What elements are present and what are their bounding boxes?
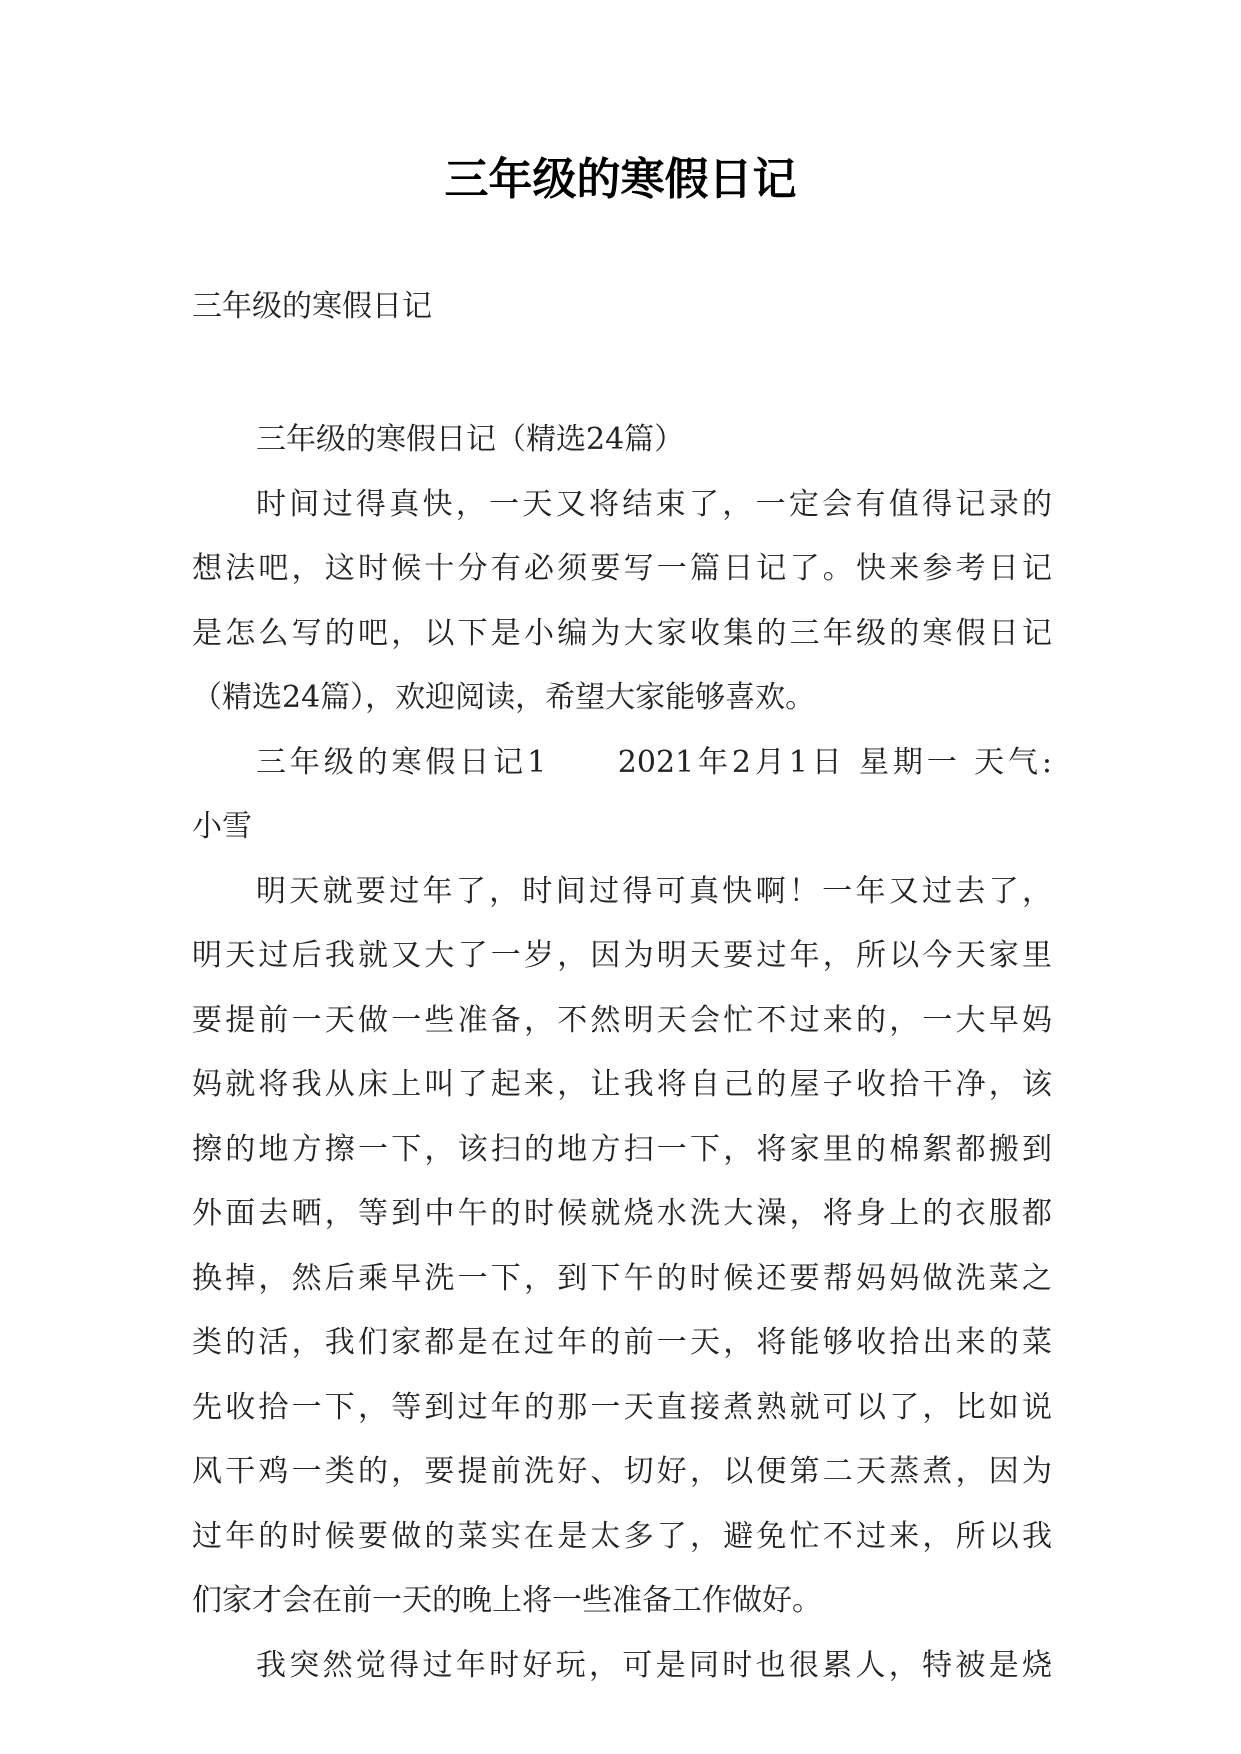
text-line: （精选24篇），欢迎阅读，希望大家能够喜欢。 xyxy=(192,680,816,715)
document-subtitle: 三年级的寒假日记 xyxy=(192,289,432,324)
paragraph-heading: 三年级的寒假日记（精选24篇） xyxy=(256,422,685,457)
text-line: 风干鸡一类的，要提前洗好、切好，以便第二天蒸煮，因为 xyxy=(192,1454,1052,1489)
text-line: 我突然觉得过年时好玩，可是同时也很累人，特被是烧 xyxy=(256,1647,1052,1683)
text-line: 类的活，我们家都是在过年的前一天，将能够收拾出来的菜 xyxy=(192,1325,1052,1360)
text-line: 想法吧，这时候十分有必须要写一篇日记了。快来参考日记 xyxy=(192,551,1052,586)
document-body xyxy=(192,408,1052,1698)
text-line: 是怎么写的吧，以下是小编为大家收集的三年级的寒假日记 xyxy=(192,615,1052,651)
document-title: 三年级的寒假日记 xyxy=(444,154,797,205)
text-line: 妈就将我从床上叫了起来，让我将自己的屋子收拾干净，该 xyxy=(192,1067,1052,1102)
text-line: 要提前一天做一些准备，不然明天会忙不过来的，一大早妈 xyxy=(192,1002,1052,1038)
text-line: 先收拾一下，等到过年的那一天直接煮熟就可以了，比如说 xyxy=(192,1389,1052,1425)
diary-entry-heading: 三年级的寒假日记1 2021年2月1日 星期一 天气: xyxy=(256,744,1052,780)
text-line: 们家才会在前一天的晚上将一些准备工作做好。 xyxy=(192,1583,822,1618)
text-line: 擦的地方擦一下，该扫的地方扫一下，将家里的棉絮都搬到 xyxy=(192,1131,1052,1167)
text-line: 小雪 xyxy=(192,809,252,844)
text-line: 明天就要过年了，时间过得可真快啊！一年又过去了， xyxy=(256,873,1052,909)
text-line: 时间过得真快，一天又将结束了，一定会有值得记录的 xyxy=(256,486,1052,522)
text-line: 外面去晒，等到中午的时候就烧水洗大澡，将身上的衣服都 xyxy=(192,1196,1052,1231)
text-line: 换掉，然后乘早洗一下，到下午的时候还要帮妈妈做洗菜之 xyxy=(192,1260,1052,1296)
text-line: 过年的时候要做的菜实在是太多了，避免忙不过来，所以我 xyxy=(192,1518,1052,1554)
text-line: 明天过后我就又大了一岁，因为明天要过年，所以今天家里 xyxy=(192,938,1052,973)
